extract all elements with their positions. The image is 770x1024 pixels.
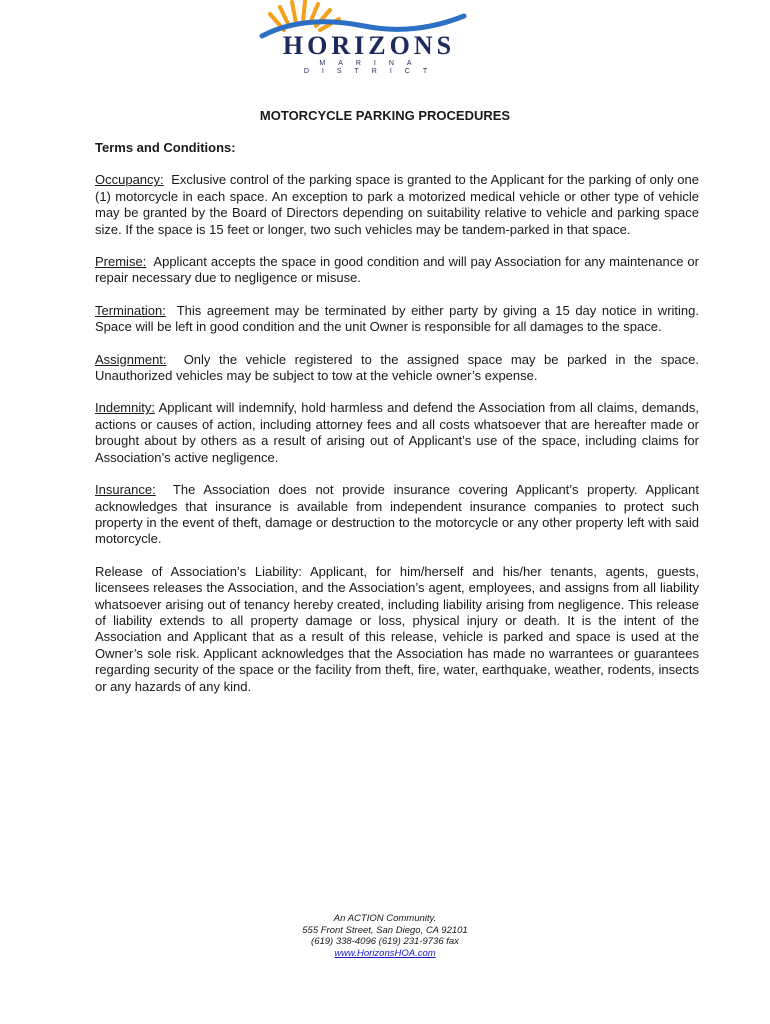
footer-tagline: An ACTION Community. [333, 913, 437, 924]
paragraph-termination [95, 303, 699, 336]
section-heading: Terms and Conditions: [95, 140, 236, 155]
logo-subtitle: MARINA DISTRICT [303, 60, 441, 75]
website-link[interactable]: www.HorizonsHOA.com [334, 947, 436, 959]
paragraph-indemnity [95, 400, 699, 466]
document-body [95, 140, 699, 711]
logo-wordmark: HORIZONS [282, 31, 456, 60]
paragraph-text: Exclusive control of the parking space is granted to the Applicant for the parking of only one (1) motorcycle in each space. An exception to park a motorized medical vehicle or other type of vehicle may be granted by the Board of Directors depending on suitability relative to vehicle and parking space size. If the space is 15 feet or longer, two such vehicles may be tandem-parked in that space. [95, 172, 699, 237]
paragraph-premise [95, 254, 699, 287]
paragraph-occupancy [95, 172, 699, 238]
horizons-logo [244, 0, 494, 75]
paragraph-text: Applicant accepts the space in good condition and will pay Association for any maintenance or repair necessary due to negligence or misuse. [95, 254, 699, 286]
paragraph-insurance [95, 482, 699, 548]
paragraph-release [95, 564, 699, 695]
paragraph-text: Applicant, for him/herself and his/her tenants, agents, guests, licensees releases the Association, and the Association’s agent, employees, and assigns from all liability whatsoever arising out of tenancy hereby created, including liability arising from negligence. This release of liability extends to all property damage or loss, physical injury or death. It is the intent of the Association and Applicant that as a result of this release, vehicle is parked and space is used at the Owner’s sole risk. Applicant acknowledges that the Association has made no warrantees or guarantees regarding security of the space or the facility from theft, fire, water, earthquake, weather, rodents, insects or any hazards of any kind. [95, 563, 699, 694]
paragraph-assignment [95, 352, 699, 385]
paragraph-label: Premise: [95, 254, 147, 270]
document-title: MOTORCYCLE PARKING PROCEDURES [259, 108, 511, 123]
footer [0, 913, 770, 959]
paragraph-text: The Association does not provide insurance covering Applicant’s property. Applicant acknowledges that insurance is available from independent insurance companies to protect such property in the event of theft, damage or destruction to the motorcycle or any other property left with said motorcycle. [95, 482, 699, 547]
paragraph-label: Release of Association’s Liability: [95, 563, 302, 579]
paragraph-text: Only the vehicle registered to the assigned space may be parked in the space. Unauthorized vehicles may be subject to tow at the vehicle owner’s expense. [95, 351, 699, 384]
paragraph-text: Applicant will indemnify, hold harmless and defend the Association from all claims, demands, actions or causes of action, including attorney fees and all costs whatsoever that are hereafter made or brought about by others as a result of arising out of Applicant’s use of the space, including claims for Association’s active negligence. [95, 400, 699, 465]
paragraph-label: Termination: [95, 302, 166, 318]
paragraph-label: Indemnity: [95, 400, 155, 416]
paragraph-label: Occupancy: [95, 172, 164, 188]
paragraph-label: Assignment: [95, 351, 167, 367]
paragraph-label: Insurance: [95, 482, 156, 498]
paragraph-text: This agreement may be terminated by either party by giving a 15 day notice in writing. Space will be left in good condition and the unit Owner is responsible for all damages to the space. [95, 302, 699, 335]
footer-phone: (619) 338-4096 (619) 231-9736 fax [311, 936, 459, 947]
footer-address: 555 Front Street, San Diego, CA 92101 [302, 924, 468, 936]
